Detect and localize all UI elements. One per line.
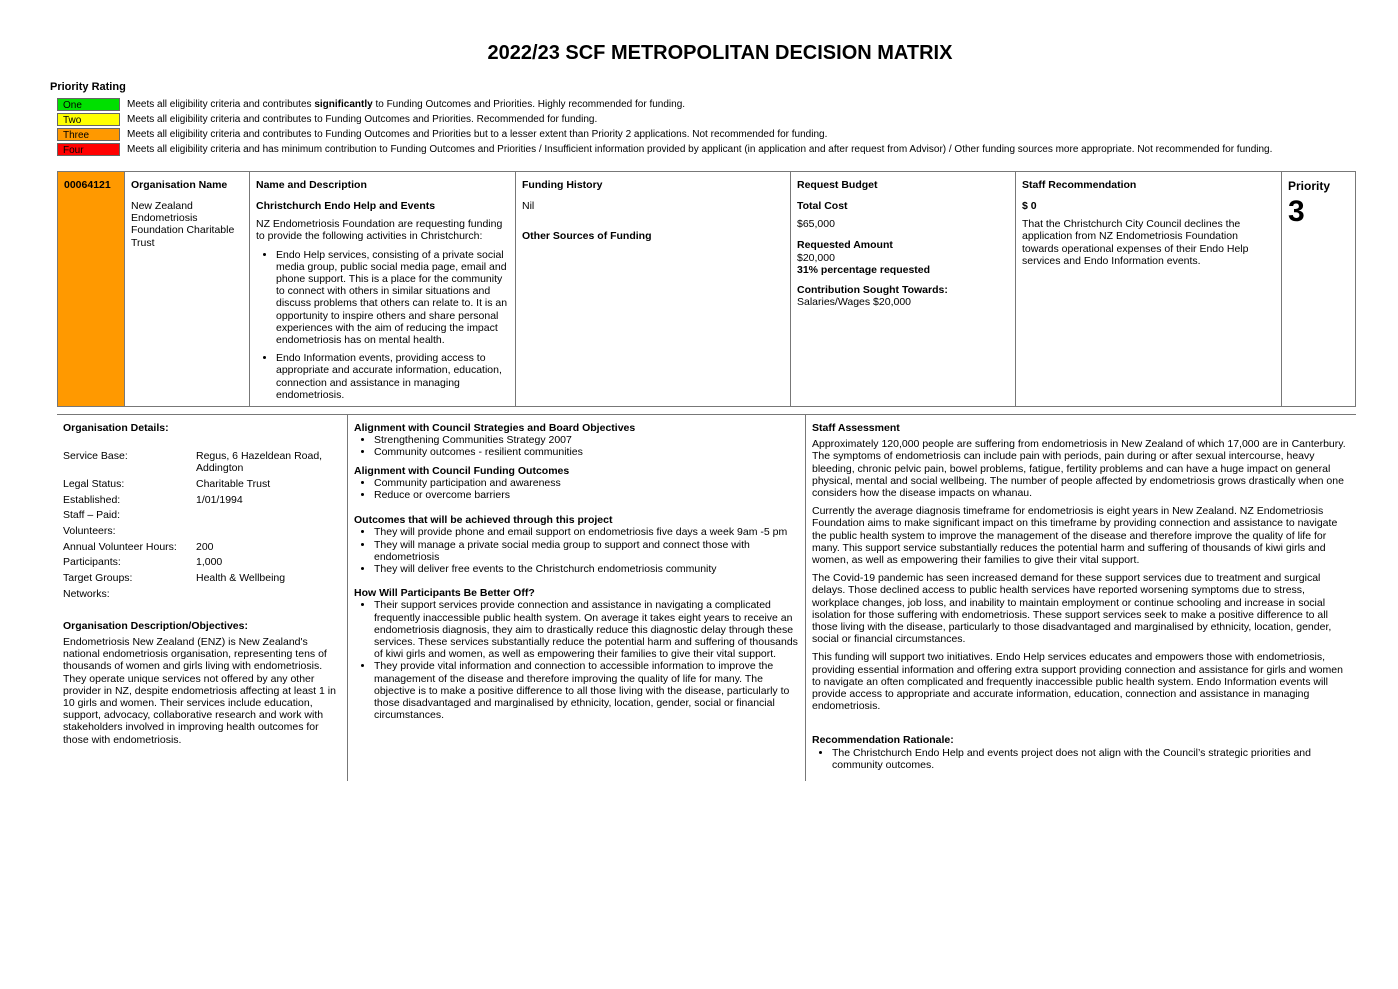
list-item: • Community participation and awareness bbox=[374, 477, 799, 489]
priority-description: Meets all eligibility criteria and has minimum contribution to Funding Outcomes and Priorities / Insufficient information provided by applicant (in application and after request from Advisor) / Other funding sources more appropriate. Not recommended for funding. bbox=[127, 144, 1273, 155]
org-detail-key: Service Base: bbox=[63, 450, 128, 462]
org-detail-key: Annual Volunteer Hours: bbox=[63, 540, 177, 553]
contribution-label: Contribution Sought Towards: bbox=[797, 284, 948, 297]
application-id: 00064121 bbox=[64, 179, 111, 191]
org-detail-row bbox=[63, 509, 341, 521]
list-item: • They provide vital information and connection to accessible information to improve the management of the disease and therefore improving the quality of life for many. The objective is to make a positive difference to all those living with the disease, particularly to those disadvantaged and marginalised by ethnicity, location, gender, social or financial circumstances. bbox=[374, 660, 799, 721]
org-detail-row bbox=[63, 572, 341, 584]
list-item: • Their support services provide connection and assistance in navigating a complicated frequently inaccessible public health system. On average it takes eight years to receive an endometriosis diagnosis, they aim to drastically reduce this diagnostic delay through these services. These services substantially reduce the potential harm and suffering of thousands of kiwi girls and women, as well as empowering their families to give their vital support. bbox=[374, 599, 799, 660]
project-name: Christchurch Endo Help and Events bbox=[256, 200, 436, 212]
org-detail-row bbox=[63, 525, 341, 537]
achieved-header: Outcomes that will be achieved through this project bbox=[354, 514, 613, 527]
org-detail-row bbox=[63, 556, 341, 568]
org-detail-row bbox=[63, 450, 341, 474]
other-sources-header: Other Sources of Funding bbox=[522, 230, 652, 243]
assessment-paragraph: The Covid-19 pandemic has seen increased demand for these support services due to treatment and surgical delays. Those declined access to public health services have reported worsening symptoms due to stress, workplace changes, job loss, and inability to maintain employment or continue schooling and increase in social isolation for those suffering with endometriosis. These support services seek to make a positive difference to all those living with the disease, particularly to those disadvantaged and marginalised by ethnicity, location, gender, social or financial circumstances. bbox=[812, 572, 1332, 646]
priority-description: Meets all eligibility criteria and contributes to Funding Outcomes and Priorities. Recommended for funding. bbox=[127, 114, 598, 125]
funding-history-value: Nil bbox=[522, 200, 535, 212]
list-item: • Community outcomes - resilient communities bbox=[374, 446, 799, 458]
strategies-list bbox=[354, 434, 799, 458]
org-detail-row bbox=[63, 541, 341, 553]
staff-rec-header: Staff Recommendation bbox=[1022, 179, 1137, 191]
org-detail-value bbox=[196, 525, 341, 537]
org-details-header: Organisation Details: bbox=[63, 422, 169, 434]
request-budget-header: Request Budget bbox=[797, 179, 878, 191]
org-detail-key: Networks: bbox=[63, 587, 110, 600]
assessment-paragraph: Approximately 120,000 people are suffering from endometriosis in New Zealand of which 17,000 are in Canterbury. The symptoms of endometriosis can include pain with periods, pain during or after sexual intercourse, heavy bleeding, chronic pelvic pain, bowel problems, fatigue, fertility problems and can have a huge impact on general physical, mental and social wellbeing. The number of people affected by endometriosis grows drastically when one considers how the disease impacts on whanau. bbox=[812, 438, 1346, 500]
application-id-cell bbox=[58, 172, 125, 406]
org-desc-header: Organisation Description/Objectives: bbox=[63, 620, 248, 633]
list-item: • They will provide phone and email support on endometriosis five days a week 9am -5 pm bbox=[374, 526, 799, 538]
org-name: New Zealand Endometriosis Foundation Charitable Trust bbox=[131, 200, 235, 249]
staff-assessment-column bbox=[806, 415, 1356, 781]
staff-assessment-text bbox=[812, 438, 1350, 712]
org-detail-key: Legal Status: bbox=[63, 477, 125, 490]
priority-swatch: Four bbox=[57, 143, 120, 156]
org-detail-value bbox=[196, 588, 341, 600]
priority-swatch: One bbox=[57, 98, 120, 111]
organisation-name-cell bbox=[125, 172, 250, 406]
funding-history-cell bbox=[516, 172, 791, 406]
priority-header: Priority bbox=[1288, 179, 1331, 193]
name-description-cell bbox=[250, 172, 516, 406]
org-detail-row bbox=[63, 494, 341, 506]
funding-outcomes-header: Alignment with Council Funding Outcomes bbox=[354, 464, 570, 477]
org-detail-key: Participants: bbox=[63, 556, 121, 569]
rationale-header: Recommendation Rationale: bbox=[812, 734, 954, 747]
funding-history-header: Funding History bbox=[522, 179, 603, 191]
request-budget-cell bbox=[791, 172, 1016, 406]
staff-rec-text: That the Christchurch City Council declines the application from NZ Endometriosis Foundation towards operational expenses of their Endo Help services and Endo Information events. bbox=[1022, 218, 1249, 267]
org-detail-value: 200 bbox=[196, 540, 214, 553]
assessment-paragraph: Currently the average diagnosis timeframe for endometriosis is eight years in New Zealand. NZ Endometriosis Foundation aims to make significant impact on this timeframe by providing connection and assistance to navigate the public health system to improve the management of the disease and therefore improve the quality of life for many. This support service substantially reduces the potential harm and suffering of thousands of kiwi girls and women, as well as empowering their families to give their vital support. bbox=[812, 505, 1338, 567]
achieved-list bbox=[354, 526, 799, 575]
organisation-details-column bbox=[57, 415, 348, 781]
assessment-paragraph: This funding will support two initiatives. Endo Help services educates and empowers those with endometriosis, providing essential information and offering extra support providing connection and assistance for girls and women to navigate an often complicated and frequently inaccessible public health system. Endo Information events will provide access to appropriate and accurate information, education, connection and assistance in managing endometriosis. bbox=[812, 651, 1343, 713]
priority-description: Meets all eligibility criteria and contributes to Funding Outcomes and Priorities but to a lesser extent than Priority 2 applications. Not recommended for funding. bbox=[127, 129, 828, 140]
name-desc-header: Name and Description bbox=[256, 179, 367, 191]
org-desc: Endometriosis New Zealand (ENZ) is New Zealand's national endometriosis organisation, representing tens of thousands of women and girls living with endometriosis. They operate unique services not offered by any other provider in NZ, despite endometriosis affecting at least 1 in 10 girls and women. Their services include education, support, advocacy, collaborative research and work with stakeholders involved in improving health outcomes for those with endometriosis. bbox=[63, 636, 336, 746]
percentage-requested: 31% percentage requested bbox=[797, 263, 931, 276]
requested-amount-value: $20,000 bbox=[797, 251, 835, 264]
org-name-header: Organisation Name bbox=[131, 179, 228, 191]
priority-value: 3 bbox=[1288, 195, 1305, 228]
requested-amount-label: Requested Amount bbox=[797, 239, 893, 252]
total-cost-value: $65,000 bbox=[797, 218, 835, 231]
contribution-value: Salaries/Wages $20,000 bbox=[797, 296, 912, 309]
priority-swatch: Three bbox=[57, 128, 120, 141]
org-detail-row bbox=[63, 478, 341, 490]
priority-level-row bbox=[57, 112, 1272, 127]
project-intro: NZ Endometriosis Foundation are requesting funding to provide the following activities in Christchurch: bbox=[256, 218, 503, 243]
list-item: • They will deliver free events to the Christchurch endometriosis community bbox=[374, 563, 799, 575]
list-item: • They will manage a private social media group to support and connect those with endometriosis bbox=[374, 539, 799, 563]
staff-rec-amount: $ 0 bbox=[1022, 200, 1037, 212]
priority-description: Meets all eligibility criteria and contributes significantly to Funding Outcomes and Priorities. Highly recommended for funding. bbox=[127, 99, 686, 110]
priority-level-row bbox=[57, 142, 1272, 157]
org-details-list bbox=[63, 450, 341, 600]
list-item: • Reduce or overcome barriers bbox=[374, 489, 799, 501]
list-item: • Strengthening Communities Strategy 2007 bbox=[374, 434, 799, 446]
staff-assessment-header: Staff Assessment bbox=[812, 422, 900, 434]
priority-swatch: Two bbox=[57, 113, 120, 126]
application-table bbox=[57, 171, 1356, 407]
funding-outcomes-list bbox=[354, 477, 799, 501]
activity-list bbox=[256, 249, 509, 401]
org-detail-key: Staff – Paid: bbox=[63, 509, 121, 522]
priority-level-row bbox=[57, 97, 1272, 112]
list-item: • Endo Help services, consisting of a private social media group, public social media page, email and phone support. This is a place for the community to connect with others in similar situations and discuss problems that others can relate to. It is an opportunity to inspire others and share personal experiences with the aim of reducing the impact endometriosis has on mental health. bbox=[276, 249, 509, 347]
org-detail-value: Charitable Trust bbox=[196, 477, 271, 490]
org-detail-value: 1,000 bbox=[196, 556, 223, 569]
org-detail-value: 1/01/1994 bbox=[196, 493, 243, 506]
org-detail-key: Established: bbox=[63, 493, 121, 506]
priority-rating-label: Priority Rating bbox=[50, 81, 126, 93]
org-detail-row bbox=[63, 588, 341, 600]
page-title: 2022/23 SCF METROPOLITAN DECISION MATRIX bbox=[487, 42, 953, 64]
total-cost-label: Total Cost bbox=[797, 200, 848, 212]
org-detail-key: Volunteers: bbox=[63, 525, 116, 538]
priority-cell bbox=[1282, 172, 1355, 406]
rationale-list bbox=[812, 747, 1350, 771]
better-off-header: How Will Participants Be Better Off? bbox=[354, 587, 535, 600]
staff-recommendation-cell bbox=[1016, 172, 1282, 406]
org-detail-value: Regus, 6 Hazeldean Road, Addington bbox=[196, 450, 323, 475]
strategies-header: Alignment with Council Strategies and Board Objectives bbox=[354, 422, 636, 434]
org-detail-value bbox=[196, 509, 341, 521]
list-item: • The Christchurch Endo Help and events project does not align with the Council’s strategic priorities and community outcomes. bbox=[832, 747, 1350, 771]
priority-level-row bbox=[57, 127, 1272, 142]
details-section bbox=[57, 414, 1356, 781]
priority-legend bbox=[57, 97, 1272, 157]
alignment-column bbox=[348, 415, 806, 781]
org-detail-key: Target Groups: bbox=[63, 572, 133, 585]
better-off-list bbox=[354, 599, 799, 721]
org-detail-value: Health & Wellbeing bbox=[196, 572, 286, 585]
list-item: • Endo Information events, providing access to appropriate and accurate information, education, connection and assistance in managing endometriosis. bbox=[276, 352, 509, 401]
